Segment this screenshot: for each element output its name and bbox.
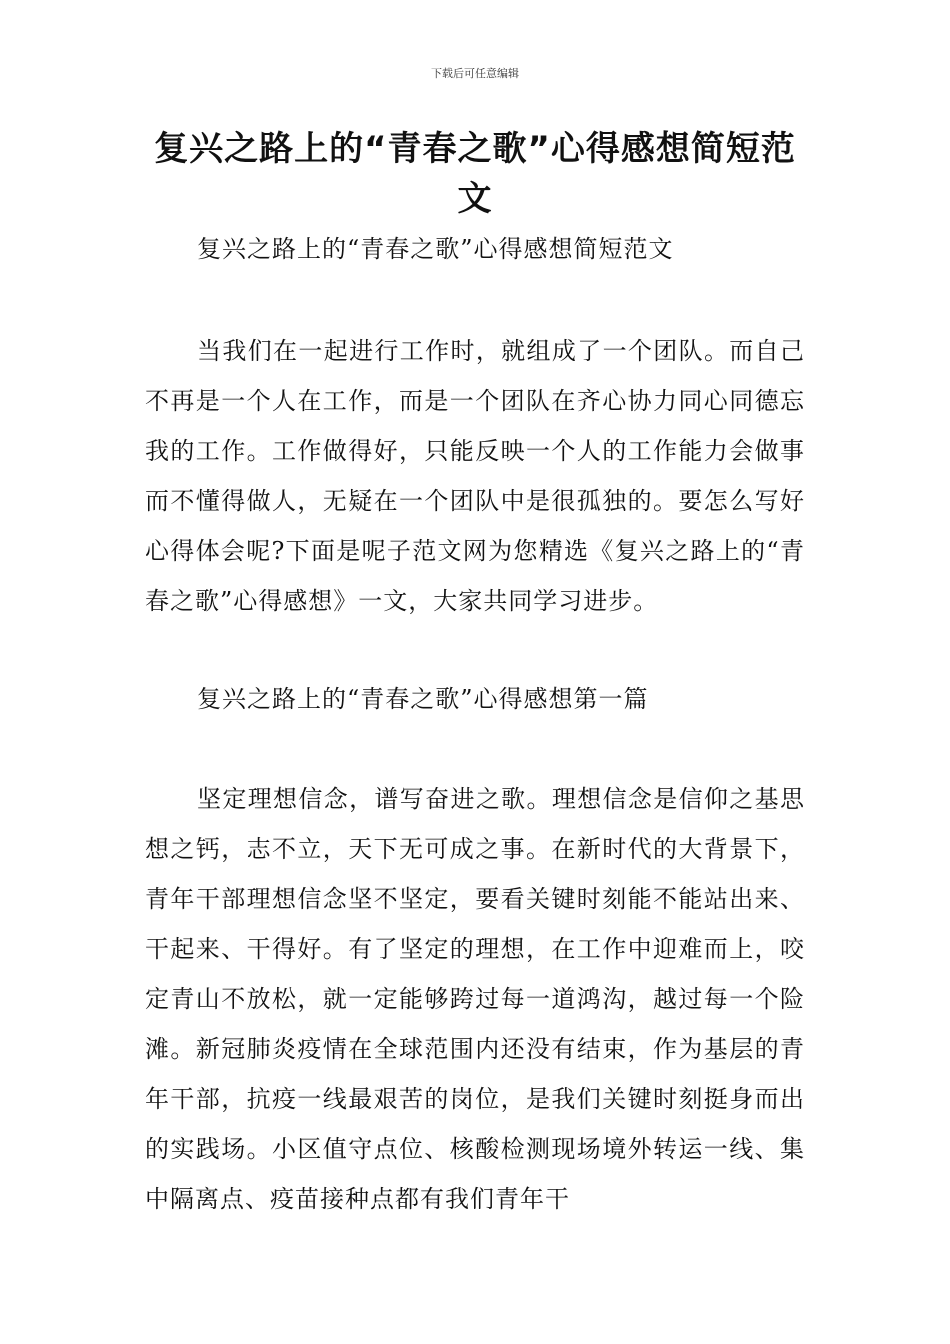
document-title: 复兴之路上的“青春之歌”心得感想简短范文 — [154, 129, 796, 219]
intro-paragraph: 当我们在一起进行工作时，就组成了一个团队。而自己不再是一个人在工作，而是一个团队在齐心协力同心同德忘我的工作。工作做得好，只能反映一个人的工作能力会做事而不懂得做人，无疑在一个团队中是很孤独的。要怎么写好心得体会呢?下面是呢子范文网为您精选《复兴之路上的“青春之歌”心得感想》一文，大家共同学习进步。 — [145, 337, 805, 615]
section-heading: 复兴之路上的“青春之歌”心得感想第一篇 — [197, 685, 649, 713]
header-note: 下载后可任意编辑 — [431, 67, 519, 80]
document-subtitle: 复兴之路上的“青春之歌”心得感想简短范文 — [197, 235, 674, 263]
section-paragraph: 坚定理想信念，谱写奋进之歌。理想信念是信仰之基思想之钙，志不立，天下无可成之事。在新时代的大背景下，青年干部理想信念坚不坚定，要看关键时刻能不能站出来、干起来、干得好。有了坚定的理想，在工作中迎难而上，咬定青山不放松，就一定能够跨过每一道鸿沟，越过每一个险滩。新冠肺炎疫情在全球范围内还没有结束，作为基层的青年干部，抗疫一线最艰苦的岗位，是我们关键时刻挺身而出的实践场。小区值守点位、核酸检测现场境外转运一线、集中隔离点、疫苗接种点都有我们青年干 — [145, 785, 805, 1213]
